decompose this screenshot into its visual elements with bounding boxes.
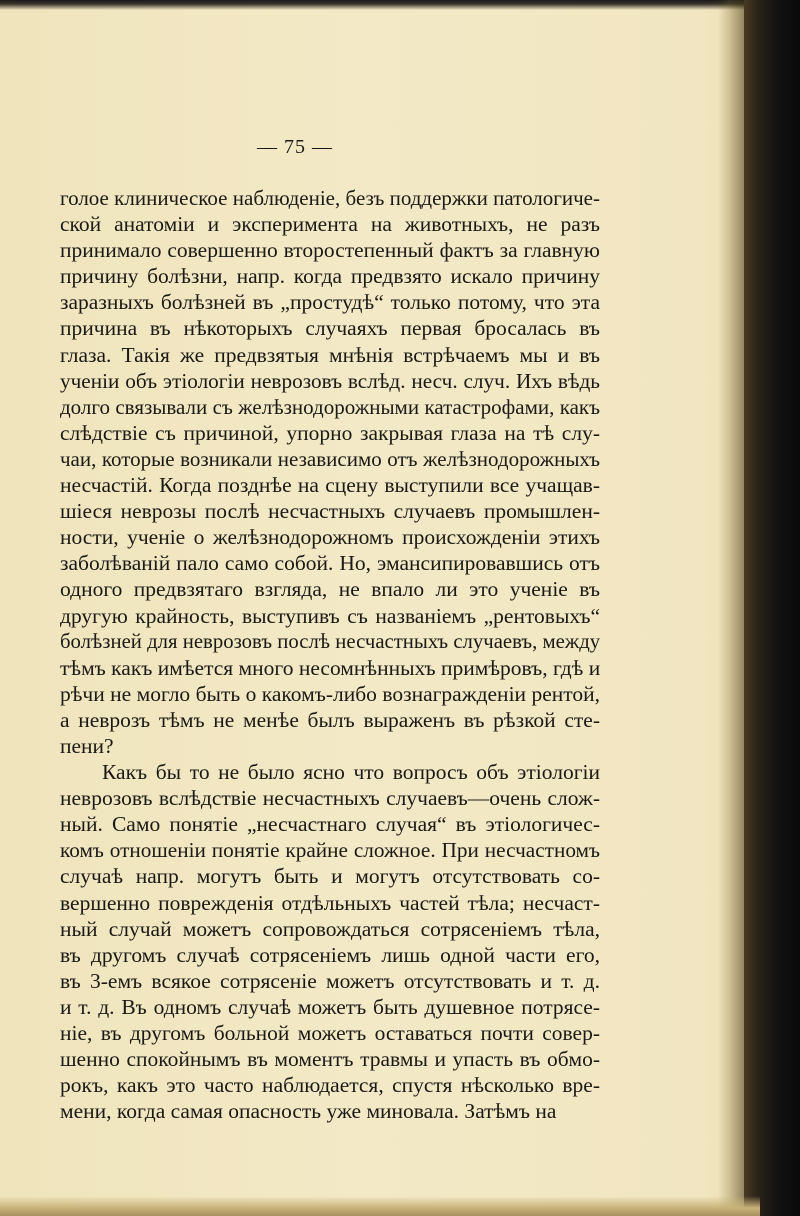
text-line: ный случай можетъ сопровождаться сотрясеніемъ тѣла, [60,916,600,941]
text-line: ніе, въ другомъ больной можетъ оставаться почти совер- [60,1021,600,1045]
text-line: вершенно поврежденія отдѣльныхъ частей тѣла; несчаст- [60,890,600,915]
text-line: причину болѣзни, напр. когда предвзято искало причину [60,264,600,289]
text-line: слѣдствіе съ причиной, упорно закрывая глаза на тѣ слу- [60,420,600,445]
text-line: въ 3-емъ всякое сотрясеніе можетъ отсутствовать и т. д. [60,968,600,993]
text-line: болѣзней для неврозовъ послѣ несчастныхъ случаевъ, между [60,630,601,653]
text-line: ученіи объ этіологіи неврозовъ вслѣд. несч. случ. Ихъ вѣдь [60,368,600,393]
text-line: рокъ, какъ это часто наблюдается, спустя нѣсколько вре- [60,1073,600,1098]
book-binding [744,0,800,1216]
text-line: долго связывали съ желѣзнодорожными катастрофами, какъ [60,394,600,419]
text-line: мени, когда самая опасность уже миновала. Затѣмъ на [60,1099,557,1124]
text-line: несчастій. Когда позднѣе на сцену выступили все учащав- [60,473,600,498]
text-line: причина въ нѣкоторыхъ случаяхъ первая бросалась въ [60,316,600,341]
text-line: а неврозъ тѣмъ не менѣе былъ выраженъ въ рѣзкой сте- [60,707,600,732]
text-line: одного предвзятаго взгляда, не впало ли это ученіе въ [60,577,600,602]
page-bottom-edge [0,1196,760,1216]
text-line: случаѣ напр. могутъ быть и могутъ отсутствовать со- [60,864,600,889]
spine-shadow [718,0,746,1216]
text-line: въ другомъ случаѣ сотрясеніемъ лишь одной части его, [60,942,600,967]
text-line: принимало совершенно второстепенный фактъ за главную [60,238,600,263]
text-line: и т. д. Въ одномъ случаѣ можетъ быть душевное потрясе- [60,994,600,1019]
text-line: тѣмъ какъ имѣется много несомнѣнныхъ примѣровъ, гдѣ и [60,655,601,680]
text-line: рѣчи не могло быть о какомъ-либо вознагражденіи рентой, [60,681,600,706]
text-line: пени? [60,733,114,758]
text-line: комъ отношеніи понятіе крайне сложное. При несчастномъ [60,838,600,863]
text-line: голое клиническое наблюденіе, безъ поддержки патологиче- [60,186,600,210]
text-line: Какъ бы то не было ясно что вопросъ объ этіологіи [102,760,600,785]
text-line: заболѣваній пало само собой. Но, эмансипировавшись отъ [60,551,600,576]
page-top-edge [0,0,760,10]
text-line: шіеся неврозы послѣ несчастныхъ случаевъ промышлен- [60,499,600,524]
page-number: — 75 — [257,136,333,158]
text-line: чаи, которые возникали независимо отъ желѣзнодорожныхъ [60,446,600,471]
text-line: неврозовъ вслѣдствіе несчастныхъ случаевъ—очень слож- [60,786,600,811]
text-line: другую крайность, выступивъ съ названіемъ „рентовыхъ“ [60,603,600,628]
text-line: заразныхъ болѣзней въ „простудѣ“ только потому, что эта [60,290,600,315]
body-text [60,185,600,1124]
text-line: ности, ученіе о желѣзнодорожномъ происхожденіи этихъ [60,525,600,550]
text-line: глаза. Такія же предвзятыя мнѣнія встрѣчаемъ мы и въ [60,342,600,367]
text-line: шенно спокойнымъ въ моментъ травмы и упасть въ обмо- [60,1047,600,1072]
text-line: ный. Само понятіе „несчастнаго случая“ въ этіологичес- [60,812,600,837]
text-line: ской анатоміи и эксперимента на животныхъ, не разъ [60,212,600,237]
